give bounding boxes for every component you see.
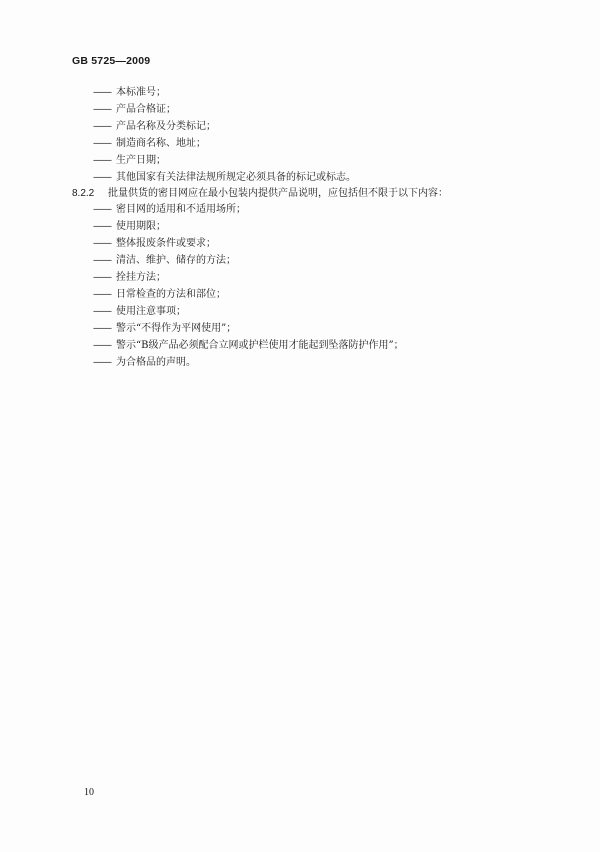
list-item-text: 拴挂方法； — [116, 272, 166, 283]
em-dash: —— — [93, 340, 111, 351]
list-item-text: 产品名称及分类标记； — [116, 121, 216, 132]
clause-paragraph — [72, 187, 448, 200]
list-item-text: 整体报废条件或要求； — [116, 238, 216, 249]
em-dash: —— — [93, 357, 111, 368]
list-item — [93, 154, 166, 167]
list-item — [93, 86, 166, 99]
em-dash: —— — [93, 238, 111, 249]
list-item — [93, 237, 216, 250]
em-dash: —— — [93, 204, 111, 215]
list-item — [93, 339, 404, 352]
clause-text: 批量供货的密目网应在最小包装内提供产品说明，应包括但不限于以下内容： — [108, 188, 448, 199]
list-item-text: 警示“B级产品必须配合立网或护栏使用才能起到坠落防护作用”； — [116, 340, 404, 351]
list-item-text: 生产日期； — [116, 155, 166, 166]
em-dash: —— — [93, 221, 111, 232]
list-item — [93, 220, 166, 233]
em-dash: —— — [93, 272, 111, 283]
list-item — [93, 305, 186, 318]
list-item — [93, 322, 236, 335]
page-number: 10 — [84, 787, 94, 798]
list-item-text: 制造商名称、地址； — [116, 138, 206, 149]
list-item-text: 产品合格证； — [116, 104, 176, 115]
list-item — [93, 171, 356, 184]
list-item — [93, 254, 236, 267]
em-dash: —— — [93, 255, 111, 266]
standard-number-header: GB 5725—2009 — [72, 55, 151, 67]
list-item-text: 使用注意事项； — [116, 306, 186, 317]
list-item — [93, 103, 176, 116]
list-item-text: 密目网的适用和不适用场所； — [116, 204, 246, 215]
em-dash: —— — [93, 289, 111, 300]
list-item-text: 为合格品的声明。 — [116, 357, 196, 368]
list-item — [93, 288, 226, 301]
em-dash: —— — [93, 306, 111, 317]
list-item — [93, 120, 216, 133]
em-dash: —— — [93, 104, 111, 115]
list-item — [93, 137, 206, 150]
list-item-text: 日常检查的方法和部位； — [116, 289, 226, 300]
list-item-text: 使用期限； — [116, 221, 166, 232]
list-item — [93, 203, 246, 216]
em-dash: —— — [93, 121, 111, 132]
list-item — [93, 271, 166, 284]
clause-number: 8.2.2 — [72, 188, 95, 199]
em-dash: —— — [93, 172, 111, 183]
em-dash: —— — [93, 155, 111, 166]
em-dash: —— — [93, 323, 111, 334]
list-item-text: 本标准号； — [116, 87, 166, 98]
em-dash: —— — [93, 87, 111, 98]
list-item-text: 清洁、维护、储存的方法； — [116, 255, 236, 266]
list-item-text: 警示“不得作为平网使用”； — [116, 323, 237, 334]
list-item-text: 其他国家有关法律法规所规定必须具备的标记或标志。 — [116, 172, 356, 183]
list-item — [93, 356, 196, 369]
em-dash: —— — [93, 138, 111, 149]
